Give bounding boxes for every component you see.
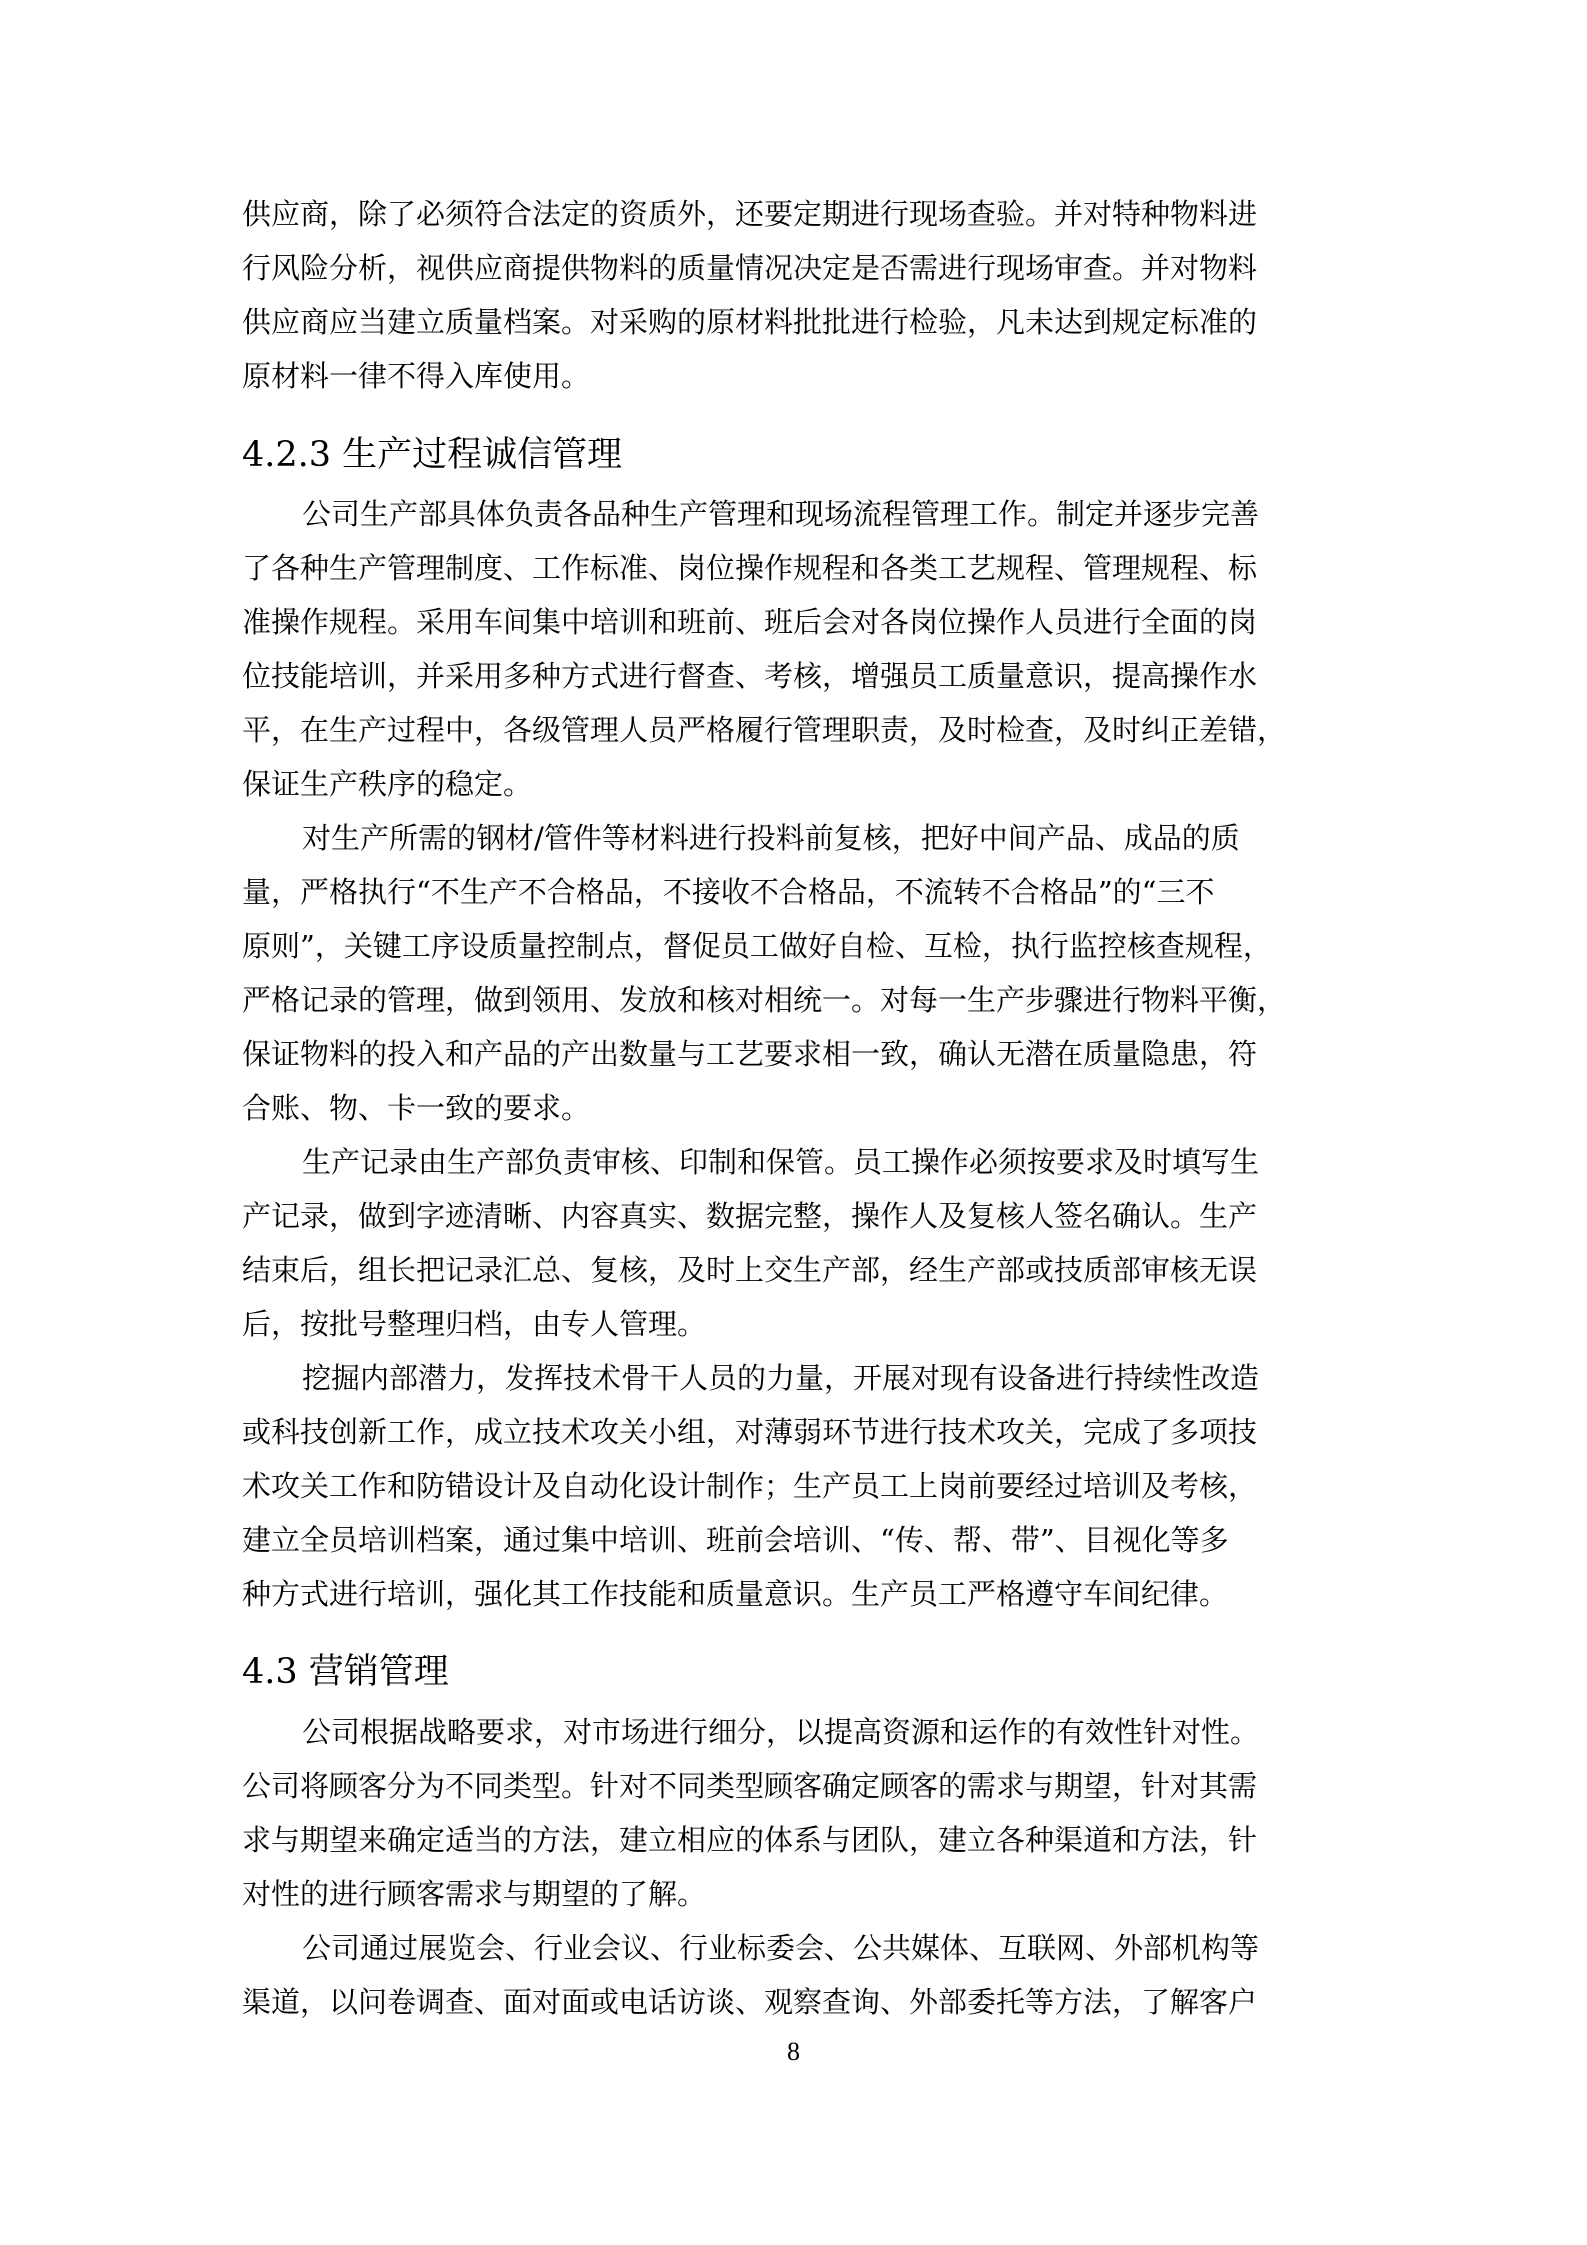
page-number: 8: [787, 2037, 800, 2066]
paragraph-line: 供应商，除了必须符合法定的资质外，还要定期进行现场查验。并对特种物料进: [242, 197, 1258, 231]
section-heading-4-2-3: 4.2.3 生产过程诚信管理: [242, 435, 623, 475]
paragraph-line: 种方式进行培训，强化其工作技能和质量意识。生产员工严格遵守车间纪律。: [242, 1577, 1229, 1611]
paragraph-line: 准操作规程。采用车间集中培训和班前、班后会对各岗位操作人员进行全面的岗: [242, 605, 1258, 639]
paragraph-line: 行风险分析，视供应商提供物料的质量情况决定是否需进行现场审查。并对物料: [242, 251, 1258, 285]
paragraph-line: 保证物料的投入和产品的产出数量与工艺要求相一致，确认无潜在质量隐患，符: [242, 1037, 1258, 1071]
paragraph-line: 供应商应当建立质量档案。对采购的原材料批批进行检验，凡未达到规定标准的: [242, 305, 1258, 339]
paragraph-line: 或科技创新工作，成立技术攻关小组，对薄弱环节进行技术攻关，完成了多项技: [242, 1415, 1258, 1449]
section-heading-4-3: 4.3 营销管理: [242, 1652, 449, 1692]
paragraph-line: 了各种生产管理制度、工作标准、岗位操作规程和各类工艺规程、管理规程、标: [242, 551, 1258, 585]
paragraph-line: 结束后，组长把记录汇总、复核，及时上交生产部，经生产部或技质部审核无误: [242, 1253, 1258, 1287]
paragraph-line: 生产记录由生产部负责审核、印制和保管。员工操作必须按要求及时填写生: [302, 1145, 1260, 1179]
paragraph-line: 原则”，关键工序设质量控制点，督促员工做好自检、互检，执行监控核查规程，: [242, 929, 1272, 963]
paragraph-line: 位技能培训，并采用多种方式进行督查、考核，增强员工质量意识，提高操作水: [242, 659, 1258, 693]
paragraph-line: 对生产所需的钢材/管件等材料进行投料前复核，把好中间产品、成品的质: [302, 821, 1240, 855]
paragraph-line: 公司通过展览会、行业会议、行业标委会、公共媒体、互联网、外部机构等: [302, 1931, 1260, 1965]
paragraph-line: 术攻关工作和防错设计及自动化设计制作；生产员工上岗前要经过培训及考核，: [242, 1469, 1258, 1503]
paragraph-line: 产记录，做到字迹清晰、内容真实、数据完整，操作人及复核人签名确认。生产: [242, 1199, 1258, 1233]
paragraph-line: 原材料一律不得入库使用。: [242, 359, 591, 393]
paragraph-line: 量，严格执行“不生产不合格品，不接收不合格品，不流转不合格品”的“三不: [242, 875, 1215, 909]
paragraph-line: 渠道，以问卷调查、面对面或电话访谈、观察查询、外部委托等方法，了解客户: [242, 1985, 1258, 2019]
paragraph-line: 挖掘内部潜力，发挥技术骨干人员的力量，开展对现有设备进行持续性改造: [302, 1361, 1260, 1395]
paragraph-line: 建立全员培训档案，通过集中培训、班前会培训、“传、帮、带”、目视化等多: [242, 1523, 1229, 1557]
paragraph-line: 对性的进行顾客需求与期望的了解。: [242, 1877, 707, 1911]
paragraph-line: 公司生产部具体负责各品种生产管理和现场流程管理工作。制定并逐步完善: [302, 497, 1260, 531]
paragraph-line: 求与期望来确定适当的方法，建立相应的体系与团队，建立各种渠道和方法，针: [242, 1823, 1258, 1857]
paragraph-line: 平，在生产过程中，各级管理人员严格履行管理职责，及时检查，及时纠正差错，: [242, 713, 1287, 747]
paragraph-line: 合账、物、卡一致的要求。: [242, 1091, 591, 1125]
paragraph-line: 严格记录的管理，做到领用、发放和核对相统一。对每一生产步骤进行物料平衡，: [242, 983, 1287, 1017]
paragraph-line: 公司根据战略要求，对市场进行细分，以提高资源和运作的有效性针对性。: [302, 1715, 1260, 1749]
paragraph-line: 保证生产秩序的稳定。: [242, 767, 533, 801]
paragraph-line: 公司将顾客分为不同类型。针对不同类型顾客确定顾客的需求与期望，针对其需: [242, 1769, 1258, 1803]
paragraph-line: 后，按批号整理归档，由专人管理。: [242, 1307, 707, 1341]
